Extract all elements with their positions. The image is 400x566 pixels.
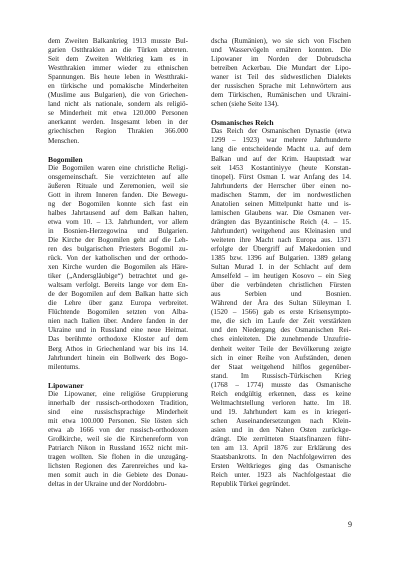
- text-line: schen Auseinandersetzungen nach Klein-: [211, 416, 351, 425]
- text-line: land nicht als nationale, sondern als religiö-: [48, 100, 188, 109]
- text-line: me, die sich im Laufe der Zeit verstärkten: [211, 317, 351, 326]
- text-line: Während der Ära des Sultan Süleyman I.: [211, 299, 351, 308]
- text-line: denheit weiter Teile der Bevölkerung zeigte: [211, 344, 351, 353]
- text-line: (1520 – 1566) gab es erste Krisensympto-: [211, 308, 351, 317]
- text-line: 1299 – 1923) war mehrere Jahrhunderte: [211, 136, 351, 145]
- page-number: 9: [348, 520, 352, 529]
- text-line: ten am 13. April 1876 zur Erklärung des: [211, 444, 351, 453]
- text-line: erfolgte der Übergriff auf Makedonien und: [211, 244, 351, 253]
- text-line: Republik Türkei gegründet.: [211, 480, 290, 489]
- text-line: Großkirche, weil sie die Kirchenreform von: [48, 434, 188, 443]
- right-column: [211, 37, 351, 489]
- paragraph: [48, 37, 188, 146]
- text-line: Spannungen. Bis heute leben in Westthraki-: [48, 73, 188, 82]
- text-line: Ersten Weltkrieges ging das Osmanische: [211, 462, 351, 471]
- text-line: Westthrakien immer wieder zu ethnischen: [48, 64, 188, 73]
- text-line: Staatsbankrotts. In den Nachfolgewirren des: [211, 453, 351, 462]
- text-line: asien und in den Nahen Osten zurückge-: [211, 425, 351, 434]
- text-line: Das Reich der Osmanischen Dynastie (etwa: [211, 127, 351, 136]
- text-line: sich in einer Reihe von Aufständen, denen: [211, 353, 351, 362]
- text-line: etwa vom 10. – 13. Jahrhundert, vor allem: [48, 217, 188, 226]
- text-line: Balkan und auf der Krim. Hauptstadt war: [211, 154, 351, 163]
- text-line: seit 1453 Kostantiniyye (heute Konstan-: [211, 163, 351, 172]
- section-heading: Bogomilen: [48, 154, 83, 164]
- text-line: milentums.: [48, 362, 80, 371]
- text-line: schen (siehe Seite 134).: [211, 100, 279, 109]
- left-column: [48, 37, 188, 489]
- text-line: Lipowaner im Norden der Dobrudscha: [211, 55, 351, 64]
- text-line: garien Ostthrakien an die Türken abtreten.: [48, 46, 188, 55]
- text-line: tiker („Andersgläubige“) betrachtet und ge-: [48, 272, 188, 281]
- text-line: griechischen Region Thrakien 366.000: [48, 127, 188, 136]
- text-line: drängt. Die zerrütteten Staatsfinanzen führ-: [211, 434, 351, 443]
- text-line: und den Niedergang des Osmanischen Rei-: [211, 326, 351, 335]
- paragraph: [211, 127, 351, 489]
- text-line: der russischen Sprache mit Lehnwörtern aus: [211, 82, 351, 91]
- text-line: Weltmachtstellung verloren hatte. Im 18.: [211, 398, 351, 407]
- text-line: madischen Stamm, der im nordwestlichen: [211, 190, 351, 199]
- text-line: aus Serbien und Bosnien.: [211, 290, 351, 299]
- text-line: waltsam verfolgt. Bereits lange vor dem En-: [48, 281, 188, 290]
- paragraph: [211, 37, 351, 109]
- text-line: Reich unter. 1923 als Nachfolgestaat die: [211, 471, 351, 480]
- text-line: dem Zweiten Balkankrieg 1913 musste Bul-: [48, 37, 188, 45]
- text-line: und 19. Jahrhundert kam es in kriegeri-: [211, 407, 351, 416]
- paragraph: [48, 164, 188, 372]
- text-line: ren des bulgarischen Priesters Bogomil zu-: [48, 244, 188, 253]
- text-line: (1768 – 1774) musste das Osmanische: [211, 380, 351, 389]
- section-heading: Lipowaner: [48, 380, 84, 390]
- text-line: Jahrhundert) weitgehend aus Kleinasien und: [211, 226, 351, 235]
- text-line: lang die entscheidende Macht u.a. auf dem: [211, 145, 351, 154]
- text-line: Flüchtende Bogomilen setzten von Alba-: [48, 308, 188, 317]
- text-line: Gott in ihrem Inneren fanden. Die Bewegu-: [48, 190, 188, 199]
- text-line: halbes Jahrtausend auf dem Balkan halten,: [48, 208, 188, 217]
- text-line: Das berühmte orthodoxe Kloster auf dem: [48, 335, 188, 344]
- text-line: der Staat weitgehend hilflos gegenüber-: [211, 362, 351, 371]
- text-line: anerkannt werden. Insgesamt leben in der: [48, 118, 188, 127]
- text-line: men somit auch in die Gebiete des Donau-: [48, 471, 188, 480]
- text-line: lichsten Regionen des Zarenreiches und ka-: [48, 462, 188, 471]
- text-line: innerhalb der russisch-orthodoxen Tradition,: [48, 398, 188, 407]
- text-line: se Minderheit mit etwa 120.000 Personen: [48, 109, 188, 118]
- text-line: waner ist Teil des südwestlichen Dialekts: [211, 73, 351, 82]
- text-line: mit etwa 100.000 Personen. Sie lösten sich: [48, 416, 188, 425]
- paragraph: [48, 390, 188, 490]
- text-line: Jahrhundert hinein ein Bollwerk des Bogo-: [48, 353, 188, 362]
- text-line: lamischen Glaubens war. Die Osmanen ver-: [211, 208, 351, 217]
- text-line: (Muslime aus Bulgarien), die von Griechen-: [48, 91, 188, 100]
- text-line: xen Kirche wurden die Bogomilen als Häre-: [48, 263, 188, 272]
- text-line: über die verbündeten christlichen Fürsten: [211, 281, 351, 290]
- text-line: tragen wollten. Sie flohen in die unzugäng-: [48, 452, 188, 461]
- text-line: Patriarch Nikon in Russland 1652 nicht mit-: [48, 443, 188, 452]
- text-line: Anatolien seinen Mittelpunkt hatte und is-: [211, 199, 351, 208]
- text-line: Menschen.: [48, 136, 80, 145]
- text-line: de der Bogomilen auf dem Balkan hatte sich: [48, 290, 188, 299]
- text-line: äußeren Rituale und Zeremonien, weil sie: [48, 181, 188, 190]
- text-line: Seit dem Zweiten Weltkrieg kam es in: [48, 55, 188, 64]
- section-heading: Osmanisches Reich: [211, 118, 274, 128]
- text-line: stand. Im Russisch-Türkischen Krieg: [211, 371, 351, 380]
- text-line: ches einleiteten. Die zunehmende Unzufrie-: [211, 335, 351, 344]
- text-line: Reich endgültig erkennen, dass es keine: [211, 389, 351, 398]
- text-line: nien nach Italien über. Andere fanden in der: [48, 317, 188, 326]
- text-line: Ukraine und in Russland eine neue Heimat.: [48, 326, 188, 335]
- text-line: onsgemeinschaft. Sie verzichteten auf alle: [48, 172, 188, 181]
- text-line: ng der Bogomilen konnte sich fast ein: [48, 199, 188, 208]
- text-line: dem Türkischen, Rumänischen und Ukraini-: [211, 91, 351, 100]
- text-line: Sultan Murad I. in der Schlacht auf dem: [211, 263, 351, 272]
- text-line: tinopel). Fürst Osman I. war Anfang des 14.: [211, 172, 351, 181]
- text-line: etwa ab 1666 von der russisch-orthodoxen: [48, 425, 188, 434]
- text-line: 1385 bzw. 1396 auf Bulgarien. 1389 gelang: [211, 254, 351, 263]
- text-line: dscha (Rumänien), wo sie sich von Fischen: [211, 37, 351, 45]
- text-line: Die Kirche der Bogomilen geht auf die Leh-: [48, 235, 188, 244]
- text-line: Berg Athos in Griechenland war bis ins 14.: [48, 344, 188, 353]
- text-line: und Wasservögeln ernähren konnten. Die: [211, 46, 351, 55]
- text-line: weiteten ihre Macht nach Europa aus. 1371: [211, 235, 351, 244]
- text-line: Die Lipowaner, eine religiöse Gruppierung: [48, 389, 188, 398]
- text-line: drängten das Byzantinische Reich (4. – 15.: [211, 217, 351, 226]
- text-line: en türkische und pomakische Minderheiten: [48, 82, 188, 91]
- text-line: in Bosnien-Herzegowina und Bulgarien.: [48, 226, 188, 235]
- text-line: sind eine russischsprachige Minderheit: [48, 407, 188, 416]
- text-line: Amselfeld – im heutigen Kosovo – ein Sieg: [211, 272, 351, 281]
- text-line: rück. Von der katholischen und der orthodo-: [48, 254, 188, 263]
- text-line: Jahrhunderts der Herrscher über einen no-: [211, 181, 351, 190]
- text-line: deltas in der Ukraine und der Norddobru-: [48, 480, 167, 489]
- text-line: Die Bogomilen waren eine christliche Religi-: [48, 163, 188, 172]
- text-line: betreiben Ackerbau. Die Mundart der Lipo-: [211, 64, 351, 73]
- text-line: die Lehre über ganz Europa verbreitet.: [48, 299, 188, 308]
